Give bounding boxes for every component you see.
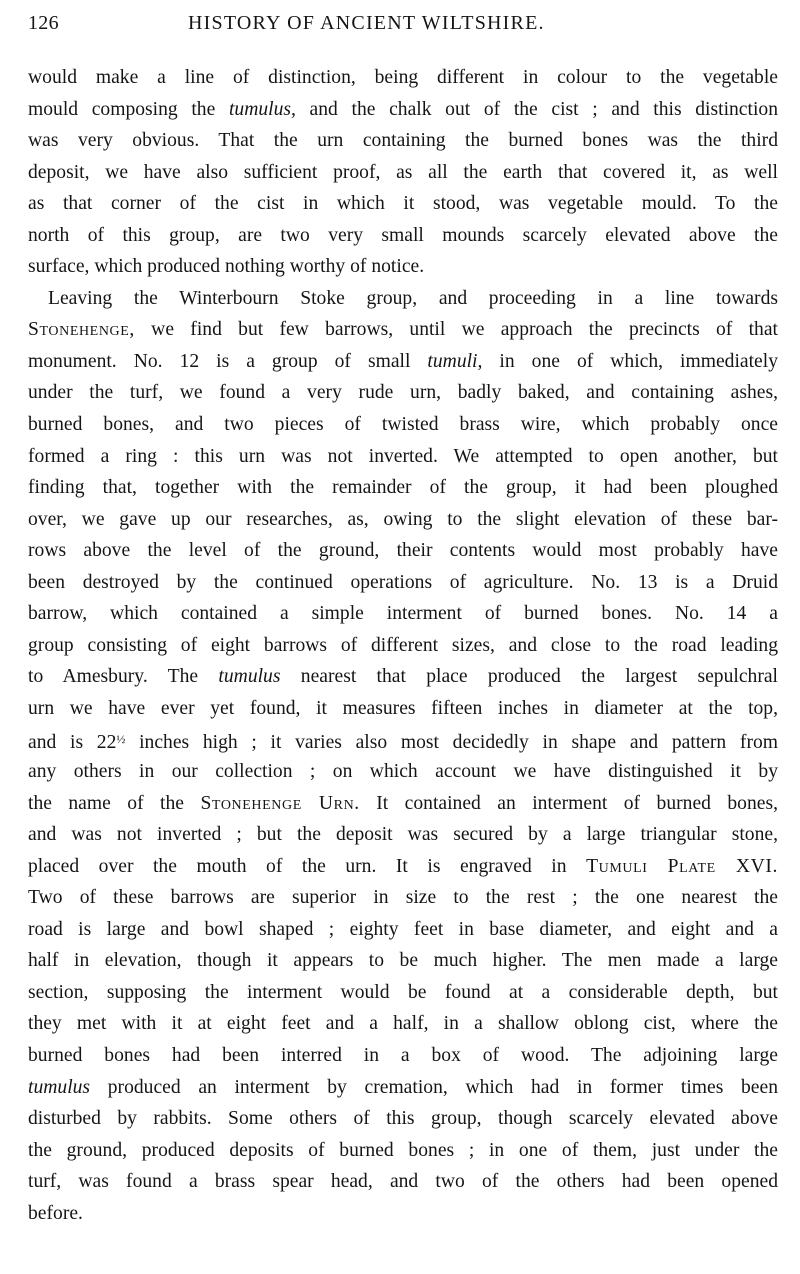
text-line bbox=[28, 1166, 778, 1198]
text-line bbox=[28, 157, 778, 189]
text-run: placed over the mouth of the urn. It is engraved in bbox=[28, 855, 587, 877]
text-run: Two of these barrows are superior in size to the rest ; the one nearest the bbox=[28, 887, 778, 909]
text-run: was very obvious. That the urn containing the burned bones was the third bbox=[28, 130, 778, 152]
text-run: any others in our collection ; on which account we have distinguished it by bbox=[28, 761, 778, 783]
italic-term: tumulus bbox=[218, 666, 281, 688]
text-line bbox=[28, 314, 778, 346]
text-run: been destroyed by the continued operations of agriculture. No. 13 is a Druid bbox=[28, 571, 778, 593]
text-run: to Amesbury. The bbox=[28, 666, 219, 688]
text-run: nearest that place produced the largest sepulchral bbox=[280, 666, 778, 688]
text-line bbox=[28, 788, 778, 820]
text-line bbox=[28, 472, 778, 504]
text-line bbox=[28, 630, 778, 662]
text-line bbox=[28, 1008, 778, 1040]
text-line bbox=[28, 251, 778, 283]
page-number: 126 bbox=[28, 12, 59, 34]
text-line bbox=[28, 283, 778, 315]
page-header bbox=[28, 12, 780, 40]
text-line bbox=[28, 1198, 778, 1230]
text-run: disturbed by rabbits. Some others of this group, though scarcely elevated above bbox=[28, 1108, 778, 1130]
text-line bbox=[28, 661, 778, 693]
text-line bbox=[28, 94, 778, 126]
text-run: they met with it at eight feet and a half, in a shallow oblong cist, where the bbox=[28, 1013, 778, 1035]
text-line bbox=[28, 1040, 778, 1072]
text-run: would make a line of distinction, being different in colour to the vegetable bbox=[28, 67, 778, 88]
small-caps-term: Tumuli Plate XVI. bbox=[586, 855, 778, 877]
text-run: we find but few barrows, until we approach the precincts of that bbox=[134, 319, 778, 341]
text-run: surface, which produced nothing worthy of notice. bbox=[28, 256, 425, 278]
text-line bbox=[28, 567, 778, 599]
text-line bbox=[28, 1103, 778, 1135]
text-line bbox=[28, 945, 778, 977]
text-line bbox=[28, 220, 778, 252]
text-line bbox=[28, 914, 778, 946]
paragraph bbox=[28, 62, 778, 283]
text-line bbox=[28, 882, 778, 914]
text-line bbox=[28, 409, 778, 441]
text-line bbox=[28, 1072, 778, 1104]
text-run: produced an interment by cremation, which had in former times been bbox=[90, 1076, 778, 1098]
text-line bbox=[28, 977, 778, 1009]
text-run: barrow, which contained a simple interment of burned bones. No. 14 a bbox=[28, 603, 778, 625]
text-run: rows above the level of the ground, their contents would most probably have bbox=[28, 540, 778, 562]
text-run: group consisting of eight barrows of different sizes, and close to the road leading bbox=[28, 634, 778, 656]
text-run: under the turf, we found a very rude urn, badly baked, and containing ashes, bbox=[28, 382, 778, 404]
paragraph bbox=[28, 283, 778, 1229]
text-line bbox=[28, 535, 778, 567]
text-line bbox=[28, 1135, 778, 1167]
text-run: over, we gave up our researches, as, owing to the slight elevation of these bar- bbox=[28, 508, 778, 530]
text-run: formed a ring : this urn was not inverted. We attempted to open another, but bbox=[28, 445, 778, 467]
text-run: in one of which, immediately bbox=[482, 350, 778, 372]
text-line bbox=[28, 598, 778, 630]
text-run: road is large and bowl shaped ; eighty feet in base diameter, and eight and a bbox=[28, 918, 778, 940]
text-run: inches high ; it varies also most decidedly in shape and pattern from bbox=[125, 732, 779, 754]
running-title: HISTORY OF ANCIENT WILTSHIRE. bbox=[188, 12, 545, 34]
small-caps-term: Stonehenge Urn. bbox=[200, 792, 360, 814]
text-line bbox=[28, 504, 778, 536]
text-run: before. bbox=[28, 1202, 83, 1224]
text-line bbox=[28, 62, 778, 94]
text-run: urn we have ever yet found, it measures fifteen inches in diameter at the top, bbox=[28, 697, 778, 719]
text-line bbox=[28, 724, 778, 756]
text-run: north of this group, are two very small mounds scarcely elevated above the bbox=[28, 224, 778, 246]
small-caps-term: Stonehenge, bbox=[28, 319, 135, 341]
italic-term: tumuli, bbox=[427, 350, 483, 372]
text-line bbox=[28, 188, 778, 220]
text-run: finding that, together with the remainder of the group, it had been ploughed bbox=[28, 477, 778, 499]
text-run: It contained an interment of burned bones, bbox=[359, 792, 778, 814]
italic-term: tumulus, bbox=[228, 98, 296, 120]
text-run: turf, was found a brass spear head, and two of the others had been opened bbox=[28, 1171, 778, 1193]
text-run: section, supposing the interment would be found at a considerable depth, but bbox=[28, 981, 778, 1003]
text-run: deposit, we have also sufficient proof, as all the earth that covered it, as well bbox=[28, 161, 778, 183]
text-run: as that corner of the cist in which it stood, was vegetable mould. To the bbox=[28, 193, 778, 215]
text-run: and was not inverted ; but the deposit was secured by a large triangular stone, bbox=[28, 824, 778, 846]
italic-term: tumulus bbox=[28, 1076, 91, 1098]
text-run: half in elevation, though it appears to be much higher. The men made a large bbox=[28, 950, 778, 972]
text-line bbox=[28, 441, 778, 473]
text-line bbox=[28, 693, 778, 725]
text-run: burned bones, and two pieces of twisted brass wire, which probably once bbox=[28, 414, 778, 436]
body-text bbox=[28, 62, 778, 1229]
text-run: burned bones had been interred in a box of wood. The adjoining large bbox=[28, 1044, 778, 1066]
text-run: the name of the bbox=[28, 792, 201, 814]
text-run: and the chalk out of the cist ; and this distinction bbox=[295, 98, 778, 120]
text-line bbox=[28, 819, 778, 851]
text-line bbox=[28, 346, 778, 378]
text-run: Leaving the Winterbourn Stoke group, and proceeding in a line towards bbox=[48, 287, 778, 309]
text-run: the ground, produced deposits of burned bones ; in one of them, just under the bbox=[28, 1139, 778, 1161]
text-line bbox=[28, 851, 778, 883]
fraction: ½ bbox=[116, 732, 126, 747]
text-line bbox=[28, 125, 778, 157]
text-run: monument. No. 12 is a group of small bbox=[28, 350, 428, 372]
text-line bbox=[28, 377, 778, 409]
text-run: and is 22 bbox=[28, 732, 117, 754]
text-run: mould composing the bbox=[28, 98, 229, 120]
text-line bbox=[28, 756, 778, 788]
